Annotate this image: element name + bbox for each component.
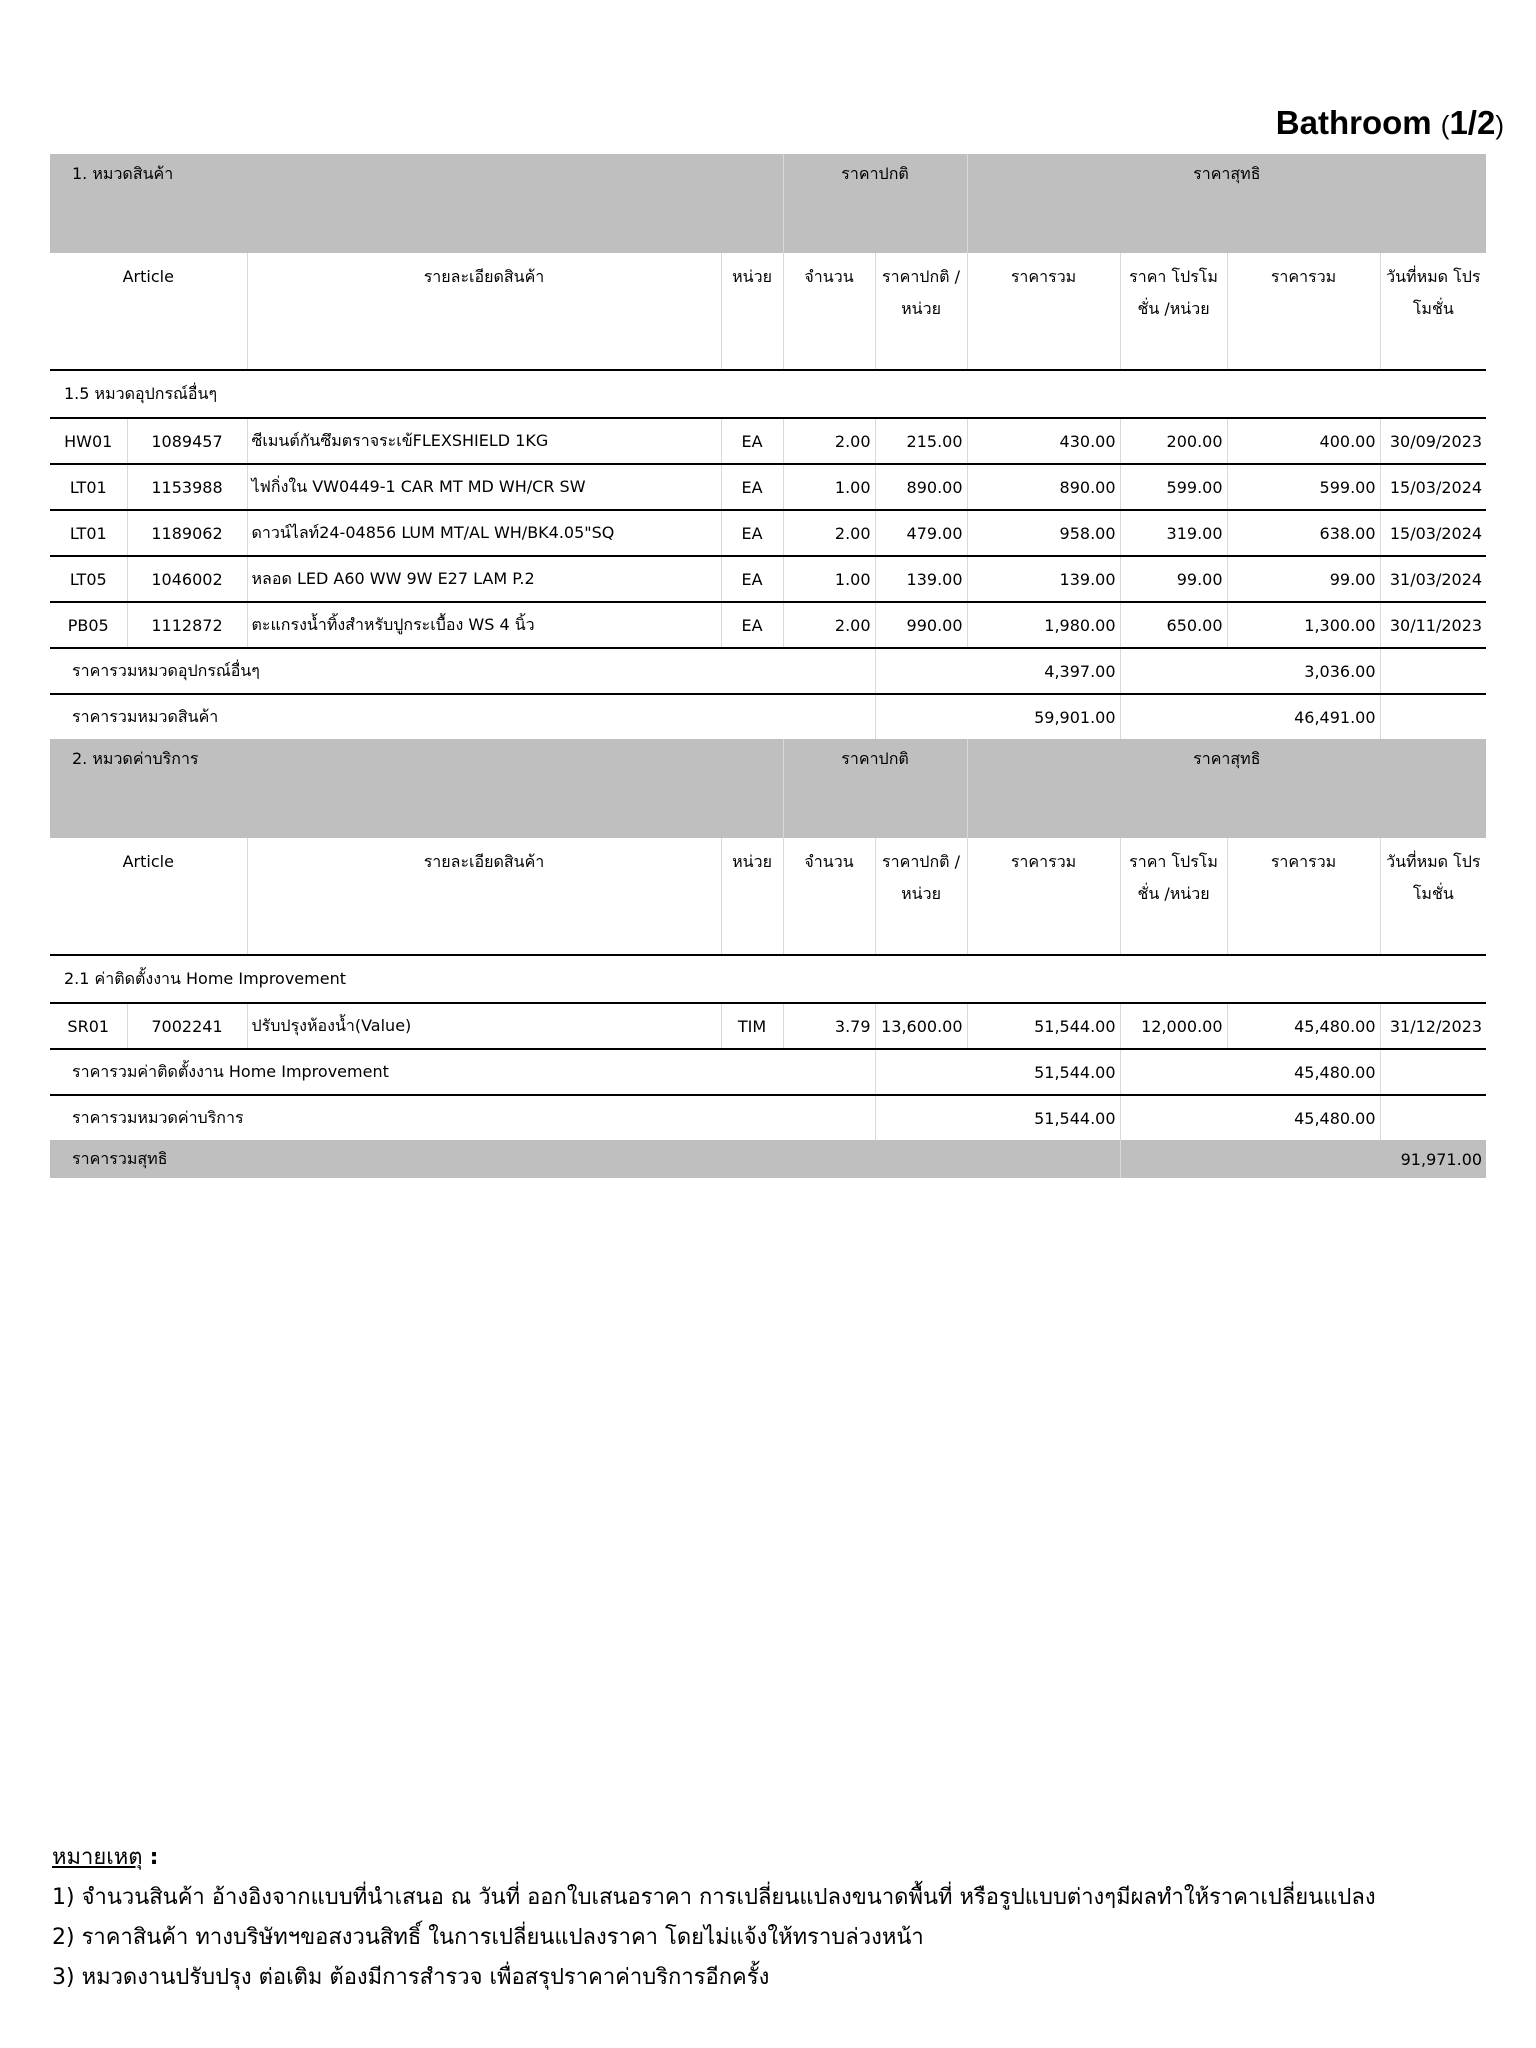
item-promo-end: 30/11/2023	[1380, 602, 1486, 648]
section1-total-row	[50, 694, 1486, 739]
item-code: LT01	[50, 464, 127, 510]
section1-header-row	[50, 154, 1486, 253]
item-unit-price: 139.00	[875, 556, 967, 602]
item-code: LT05	[50, 556, 127, 602]
section1-total-label: ราคารวมหมวดสินค้า	[50, 694, 875, 739]
header-promo-total: ราคารวม	[1227, 838, 1380, 955]
item-description: หลอด LED A60 WW 9W E27 LAM P.2	[247, 556, 721, 602]
section2-header-row	[50, 739, 1486, 838]
item-article: 1112872	[127, 602, 247, 648]
header-unit: หน่วย	[721, 253, 783, 370]
section2-title: 2. หมวดค่าบริการ	[50, 739, 783, 838]
section1-subcategory: 1.5 หมวดอุปกรณ์อื่นๆ	[50, 370, 1486, 418]
header-article: Article	[50, 838, 247, 955]
header-total: ราคารวม	[967, 838, 1120, 955]
table-row	[50, 510, 1486, 556]
header-promo-total: ราคารวม	[1227, 253, 1380, 370]
header-description: รายละเอียดสินค้า	[247, 253, 721, 370]
section2-subcategory: 2.1 ค่าติดตั้งงาน Home Improvement	[50, 955, 1486, 1003]
item-total: 890.00	[967, 464, 1120, 510]
item-qty: 1.00	[783, 556, 875, 602]
item-promo-total: 638.00	[1227, 510, 1380, 556]
item-total: 430.00	[967, 418, 1120, 464]
item-article: 1189062	[127, 510, 247, 556]
section1-subtotal-label: ราคารวมหมวดอุปกรณ์อื่นๆ	[50, 648, 875, 694]
item-total: 958.00	[967, 510, 1120, 556]
item-article: 1153988	[127, 464, 247, 510]
section2-total-net: 45,480.00	[1120, 1095, 1380, 1140]
item-code: LT01	[50, 510, 127, 556]
item-code: PB05	[50, 602, 127, 648]
item-promo-end: 15/03/2024	[1380, 464, 1486, 510]
item-total: 51,544.00	[967, 1003, 1120, 1049]
section1-total-regular: 59,901.00	[875, 694, 1120, 739]
item-promo-end: 30/09/2023	[1380, 418, 1486, 464]
section1-net-price-label: ราคาสุทธิ	[967, 154, 1486, 253]
header-unit-price: ราคาปกติ /หน่วย	[875, 838, 967, 955]
section1-column-headers	[50, 253, 1486, 370]
item-article: 7002241	[127, 1003, 247, 1049]
item-total: 1,980.00	[967, 602, 1120, 648]
item-promo-price: 319.00	[1120, 510, 1227, 556]
grand-total-value: 91,971.00	[1120, 1140, 1486, 1178]
item-promo-price: 12,000.00	[1120, 1003, 1227, 1049]
item-unit: EA	[721, 418, 783, 464]
section2-items	[50, 1003, 1486, 1049]
section2-total-regular: 51,544.00	[875, 1095, 1120, 1140]
item-description: ซีเมนต์กันซึมตราจระเข้FLEXSHIELD 1KG	[247, 418, 721, 464]
item-promo-end: 31/03/2024	[1380, 556, 1486, 602]
note-line: 3) หมวดงานปรับปรุง ต่อเติม ต้องมีการสำรวจ เพื่อสรุปราคาค่าบริการอีกครั้ง	[52, 1965, 770, 1990]
table-row	[50, 418, 1486, 464]
table-row	[50, 1003, 1486, 1049]
item-description: ดาวน์ไลท์24-04856 LUM MT/AL WH/BK4.05"SQ	[247, 510, 721, 556]
section2-subtotal-row	[50, 1049, 1486, 1095]
item-unit-price: 990.00	[875, 602, 967, 648]
item-qty: 2.00	[783, 418, 875, 464]
item-unit-price: 479.00	[875, 510, 967, 556]
section2-total-row	[50, 1095, 1486, 1140]
grand-total-label: ราคารวมสุทธิ	[50, 1140, 1120, 1178]
item-promo-end: 15/03/2024	[1380, 510, 1486, 556]
grand-total-row	[50, 1140, 1486, 1178]
item-unit-price: 13,600.00	[875, 1003, 967, 1049]
section2-regular-price-label: ราคาปกติ	[783, 739, 967, 838]
notes-title: หมายเหตุ	[52, 1845, 143, 1870]
item-description: ไฟกิ่งใน VW0449-1 CAR MT MD WH/CR SW	[247, 464, 721, 510]
table-row	[50, 464, 1486, 510]
section2-subtotal-regular: 51,544.00	[875, 1049, 1120, 1095]
header-total: ราคารวม	[967, 253, 1120, 370]
section2-total-label: ราคารวมหมวดค่าบริการ	[50, 1095, 875, 1140]
section1-regular-price-label: ราคาปกติ	[783, 154, 967, 253]
item-unit: EA	[721, 556, 783, 602]
header-promo-end: วันที่หมด โปรโมชั่น	[1386, 852, 1481, 903]
notes	[52, 1838, 1376, 1998]
header-unit-price: ราคาปกติ /หน่วย	[875, 253, 967, 370]
header-article: Article	[50, 253, 247, 370]
section1-items	[50, 418, 1486, 648]
item-qty: 2.00	[783, 602, 875, 648]
section2-net-price-label: ราคาสุทธิ	[967, 739, 1486, 838]
item-unit: EA	[721, 602, 783, 648]
section1-subtotal-regular: 4,397.00	[875, 648, 1120, 694]
section1-subcategory-row	[50, 370, 1486, 418]
item-unit-price: 890.00	[875, 464, 967, 510]
item-article: 1089457	[127, 418, 247, 464]
item-code: SR01	[50, 1003, 127, 1049]
item-code: HW01	[50, 418, 127, 464]
item-unit-price: 215.00	[875, 418, 967, 464]
section2-column-headers	[50, 838, 1486, 955]
page-title: Bathroom (1/2)	[1275, 104, 1504, 141]
item-description: ปรับปรุงห้องน้ำ(Value)	[247, 1003, 721, 1049]
note-line: 2) ราคาสินค้า ทางบริษัทฯขอสงวนสิทธิ์ ในการเปลี่ยนแปลงราคา โดยไม่แจ้งให้ทราบล่วงหน้า	[52, 1925, 924, 1950]
item-unit: TIM	[721, 1003, 783, 1049]
item-promo-price: 99.00	[1120, 556, 1227, 602]
section1-subtotal-row	[50, 648, 1486, 694]
header-promo-price: ราคา โปรโมชั่น /หน่วย	[1120, 838, 1227, 955]
header-description: รายละเอียดสินค้า	[247, 838, 721, 955]
item-promo-total: 400.00	[1227, 418, 1380, 464]
item-promo-total: 599.00	[1227, 464, 1380, 510]
title-name: Bathroom	[1275, 104, 1432, 141]
section1-subtotal-net: 3,036.00	[1120, 648, 1380, 694]
header-qty: จำนวน	[783, 253, 875, 370]
header-promo-price: ราคา โปรโมชั่น /หน่วย	[1120, 253, 1227, 370]
section2-subtotal-label: ราคารวมค่าติดตั้งงาน Home Improvement	[50, 1049, 875, 1095]
table-row	[50, 556, 1486, 602]
item-qty: 2.00	[783, 510, 875, 556]
item-promo-end: 31/12/2023	[1380, 1003, 1486, 1049]
item-description: ตะแกรงน้ำทิ้งสำหรับปูกระเบื้อง WS 4 นิ้ว	[247, 602, 721, 648]
quotation-table	[50, 154, 1486, 1178]
section1-total-net: 46,491.00	[1120, 694, 1380, 739]
title-page: 1/2	[1449, 104, 1496, 141]
header-unit: หน่วย	[721, 838, 783, 955]
section2-subtotal-net: 45,480.00	[1120, 1049, 1380, 1095]
item-qty: 3.79	[783, 1003, 875, 1049]
item-promo-price: 650.00	[1120, 602, 1227, 648]
item-promo-price: 599.00	[1120, 464, 1227, 510]
item-total: 139.00	[967, 556, 1120, 602]
table-row	[50, 602, 1486, 648]
item-unit: EA	[721, 510, 783, 556]
notes-colon: :	[149, 1845, 159, 1870]
header-qty: จำนวน	[783, 838, 875, 955]
header-promo-end: วันที่หมด โปรโมชั่น	[1386, 267, 1481, 318]
note-line: 1) จำนวนสินค้า อ้างอิงจากแบบที่นำเสนอ ณ วันที่ ออกใบเสนอราคา การเปลี่ยนแปลงขนาดพื้นที่ หรือรูปแบบต่างๆมีผลทำให้ราคาเปลี่ยนแปลง	[52, 1885, 1376, 1910]
item-promo-total: 1,300.00	[1227, 602, 1380, 648]
item-qty: 1.00	[783, 464, 875, 510]
item-promo-total: 99.00	[1227, 556, 1380, 602]
item-promo-price: 200.00	[1120, 418, 1227, 464]
item-promo-total: 45,480.00	[1227, 1003, 1380, 1049]
section1-title: 1. หมวดสินค้า	[50, 154, 783, 253]
item-unit: EA	[721, 464, 783, 510]
item-article: 1046002	[127, 556, 247, 602]
section2-subcategory-row	[50, 955, 1486, 1003]
